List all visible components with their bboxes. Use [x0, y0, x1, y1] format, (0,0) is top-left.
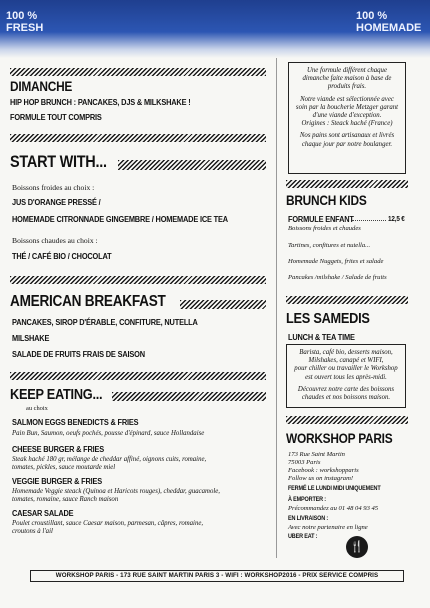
start-hatch [10, 134, 266, 142]
american-hatch [10, 276, 266, 284]
kids-price: 12,5 € [388, 214, 405, 223]
info-box [288, 62, 406, 174]
dish-name: CHEESE BURGER & FRIES [12, 444, 105, 454]
start-title: START WITH... [10, 152, 107, 171]
workshop-instagram: Follow us on instagram! [288, 475, 354, 482]
kids-formule: FORMULE ENFANT [288, 214, 354, 224]
dimanche-line-2: FORMULE TOUT COMPRIS [10, 112, 102, 122]
samedis-title: LES SAMEDIS [286, 310, 370, 327]
dish-description: Poulet croustillant, sauce Caesar maison, parmesan, câpres, romaine, [12, 520, 204, 527]
keep-title: KEEP EATING... [10, 386, 103, 403]
cold-drinks-label: Boissons froides au choix : [12, 183, 95, 192]
footer-banner: WORKSHOP PARIS - 173 RUE SAINT MARTIN PARIS 3 - WIFI : WORKSHOP2016 - PRIX SERVICE COMPRIS [30, 570, 404, 582]
homemade-badge [356, 10, 421, 34]
american-line-2: MILSHAKE [12, 333, 50, 343]
samedis-hatch [286, 296, 408, 304]
kids-line-3: Homemade Nuggets, frites et salade [288, 258, 384, 265]
workshop-address-1: 173 Rue Saint Martin [288, 451, 345, 458]
kids-line-1: Boissons froides et chaudes [288, 225, 361, 232]
dish-description: Steak haché 180 gr, mélange de cheddar affiné, oignons cuits, romaine, [12, 456, 207, 463]
dish-description: tomates, romaine, sauce Ranch maison [12, 496, 119, 503]
samedis-box-line: pour chiller ou travailler le Workshop [294, 365, 398, 373]
column-divider [276, 58, 277, 558]
hot-drinks-label: Boissons chaudes au choix : [12, 236, 98, 245]
keep-title-hatch [112, 392, 266, 401]
american-line-3: SALADE DE FRUITS FRAIS DE SAISON [12, 349, 145, 359]
cold-drinks-line-1: JUS D'ORANGE PRESSÉ / [12, 197, 101, 207]
hot-drinks-line-1: THÉ / CAFÉ BIO / CHOCOLAT [12, 251, 112, 261]
dish-name: SALMON EGGS BENEDICTS & FRIES [12, 417, 139, 427]
kids-dots [352, 220, 386, 221]
workshop-facebook: Facebook : workshopparis [288, 467, 359, 474]
samedis-box-line: Barista, café bio, desserts maison, [299, 349, 393, 356]
info-box-text [292, 67, 402, 149]
workshop-takeaway: À EMPORTER : [288, 496, 326, 503]
dimanche-line-1: HIP HOP BRUNCH : PANCAKES, DJS & MILKSHAKE ! [10, 97, 191, 107]
workshop-ubereats: UBER EAT : [288, 533, 318, 540]
keep-subtitle: au choix [26, 405, 48, 412]
homemade-badge-percent: 100 % [356, 10, 388, 22]
american-title-hatch [180, 300, 266, 309]
dimanche-hatch [10, 68, 266, 76]
workshop-address-2: 75003 Paris [288, 459, 321, 466]
info-box-line: Origines : Steack haché (France) [301, 120, 393, 128]
samedis-box-line: Découvrez notre carte des boissons [297, 385, 395, 393]
workshop-phone: Précommandez au 01 48 04 93 45 [288, 505, 379, 512]
info-box-line: Notre viande est sélectionnée avec [300, 95, 394, 103]
dimanche-title: DIMANCHE [10, 78, 73, 94]
fork-knife-icon: 🍴 [346, 536, 368, 558]
info-box-line: soin par la boucherie Metzger garant [295, 103, 399, 111]
samedis-box [286, 344, 406, 408]
info-box-line: produits frais. [327, 83, 367, 91]
kids-line-4: Pancakes /milshake / Salade de fruits [288, 274, 387, 281]
samedis-box-line: est ouvert tous les après-midi. [305, 373, 387, 381]
american-title: AMERICAN BREAKFAST [10, 293, 166, 310]
workshop-partner: Avec notre partenaire en ligne [288, 524, 368, 531]
dish-description: Pain Bun, Saumon, oeufs pochés, pousse d'épinard, sauce Hollandaise [12, 430, 205, 437]
info-box-line: d'une viande d'exception. [312, 112, 382, 120]
workshop-title: WORKSHOP PARIS [286, 430, 393, 446]
samedis-subtitle: LUNCH & TEA TIME [288, 332, 355, 342]
workshop-closed: FERMÉ LE LUNDI MIDI UNIQUEMENT [288, 485, 381, 492]
fresh-badge-label: FRESH [6, 22, 44, 34]
workshop-hatch [286, 416, 408, 424]
info-box-line: Nos pains sont artisanaux et livrés [299, 132, 395, 140]
keep-hatch [10, 372, 266, 380]
samedis-box-line: chaudes et nos boissons maison. [301, 394, 391, 402]
info-box-line: chaque jour par notre boulanger. [301, 140, 393, 148]
dish-name: CAESAR SALADE [12, 508, 74, 518]
dish-description: Homemade Veggie steack (Quinoa et Haricots rouges), cheddar, guacamole, [12, 488, 220, 495]
american-line-1: PANCAKES, SIROP D'ÉRABLE, CONFITURE, NUTELLA [12, 317, 198, 327]
kids-hatch [286, 180, 408, 188]
dish-description: tomates, pickles, sauce moutarde miel [12, 464, 116, 471]
fresh-badge [6, 10, 43, 34]
homemade-badge-label: HOMEMADE [356, 22, 422, 34]
info-box-line: dimanche faite maison à base de [302, 75, 392, 83]
cold-drinks-line-2: HOMEMADE CITRONNADE GINGEMBRE / HOMEMADE ICE TEA [12, 214, 228, 224]
dish-name: VEGGIE BURGER & FRIES [12, 476, 103, 486]
fresh-badge-percent: 100 % [6, 10, 38, 22]
samedis-box-line: Milshakes, canapé et WIFI, [308, 357, 384, 365]
info-box-line: Une formule différent chaque [307, 67, 387, 74]
kids-line-2: Tartines, confitures et nutella... [288, 242, 371, 249]
dish-description: croutons à l'ail [12, 528, 53, 535]
start-title-hatch [118, 160, 266, 170]
samedis-box-text [289, 349, 403, 402]
kids-title: BRUNCH KIDS [286, 192, 367, 208]
workshop-delivery: EN LIVRAISON : [288, 515, 329, 522]
